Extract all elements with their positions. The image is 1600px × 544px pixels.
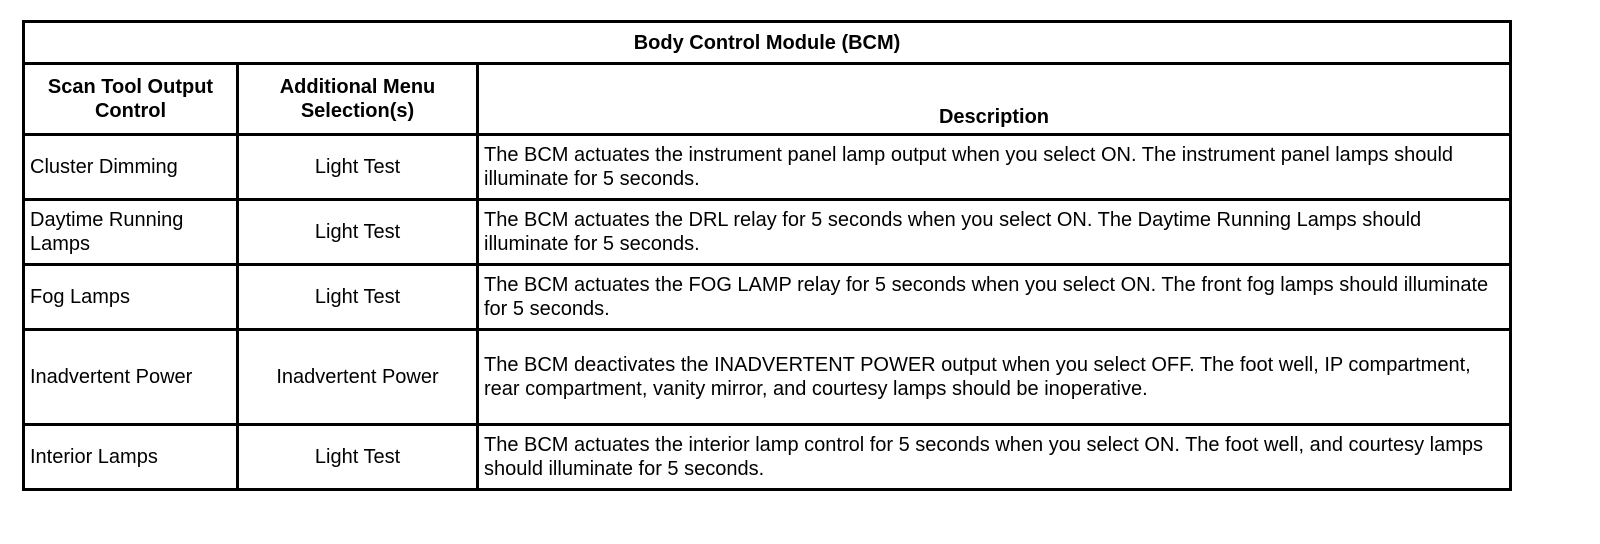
row-output-control: Cluster Dimming <box>24 135 238 200</box>
row-menu-selection: Light Test <box>238 425 478 490</box>
table-row <box>24 265 1511 330</box>
row-menu-selection: Light Test <box>238 265 478 330</box>
bcm-output-control-table <box>22 20 1512 491</box>
row-description: The BCM actuates the FOG LAMP relay for 5 seconds when you select ON. The front fog lamps should illuminate for 5 seconds. <box>478 265 1511 330</box>
row-menu-selection: Light Test <box>238 200 478 265</box>
header-scan-tool-output-control: Scan Tool Output Control <box>24 64 238 135</box>
row-output-control: Interior Lamps <box>24 425 238 490</box>
table-header-row <box>24 64 1511 135</box>
table-row <box>24 425 1511 490</box>
row-description: The BCM actuates the DRL relay for 5 seconds when you select ON. The Daytime Running Lamps should illuminate for 5 seconds. <box>478 200 1511 265</box>
row-menu-selection: Light Test <box>238 135 478 200</box>
table-title: Body Control Module (BCM) <box>24 22 1511 64</box>
row-output-control: Inadvertent Power <box>24 330 238 425</box>
row-output-control: Daytime Running Lamps <box>24 200 238 265</box>
row-description: The BCM actuates the interior lamp control for 5 seconds when you select ON. The foot well, and courtesy lamps should illuminate for 5 seconds. <box>478 425 1511 490</box>
row-description: The BCM deactivates the INADVERTENT POWER output when you select OFF. The foot well, IP compartment, rear compartment, vanity mirror, and courtesy lamps should be inoperative. <box>478 330 1511 425</box>
header-additional-menu-selections: Additional Menu Selection(s) <box>238 64 478 135</box>
table-row <box>24 135 1511 200</box>
row-description: The BCM actuates the instrument panel lamp output when you select ON. The instrument panel lamps should illuminate for 5 seconds. <box>478 135 1511 200</box>
table-title-row <box>24 22 1511 64</box>
row-output-control: Fog Lamps <box>24 265 238 330</box>
header-description: Description <box>478 64 1511 135</box>
table-row <box>24 200 1511 265</box>
row-menu-selection: Inadvertent Power <box>238 330 478 425</box>
table-row <box>24 330 1511 425</box>
